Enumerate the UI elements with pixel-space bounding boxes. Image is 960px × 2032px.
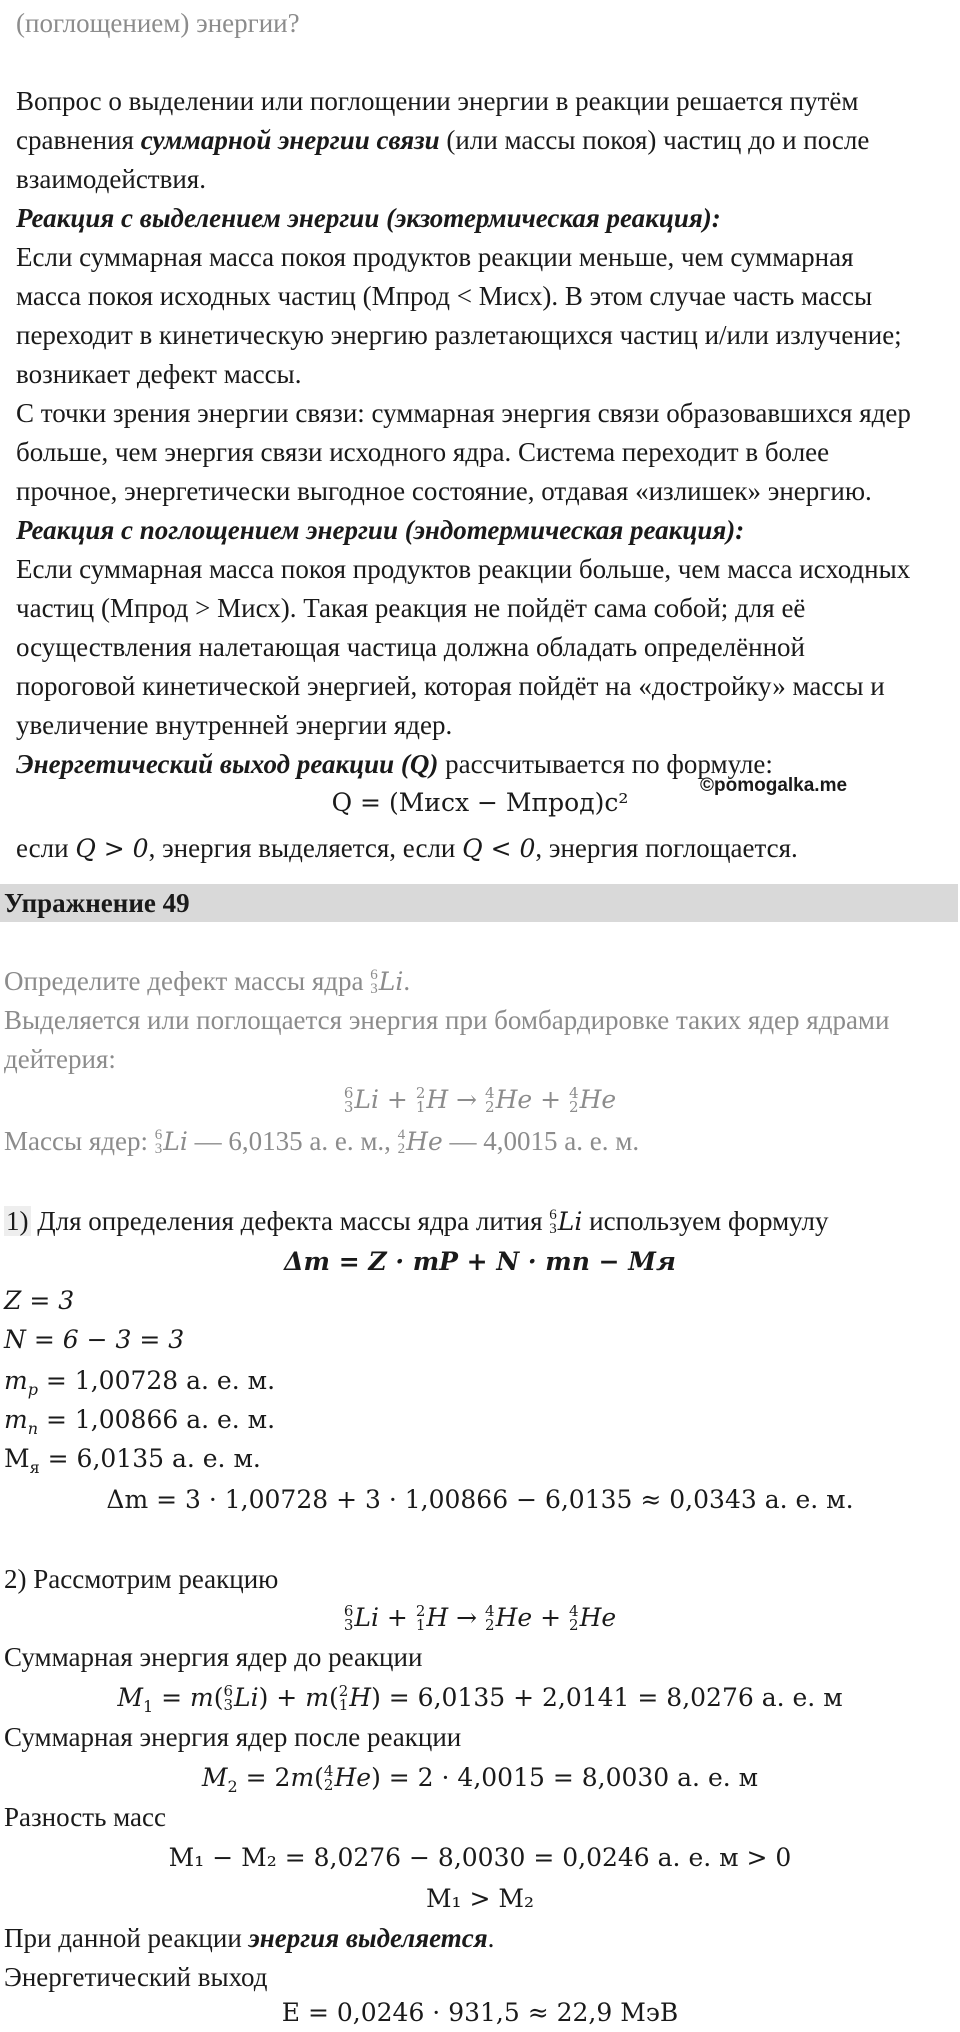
value-n: N = 6 − 3 = 3 bbox=[4, 1325, 185, 1354]
formula-q: Q = (Mисх − Mпрод)c² bbox=[331, 788, 629, 817]
paragraph-line: масса покоя исходных частиц (Мпрод < Мисх). В этом случае часть массы bbox=[16, 281, 873, 311]
task-line: Выделяется или поглощается энергия при бомбардировке таких ядер ядрами bbox=[4, 1005, 890, 1035]
paragraph-line: возникает дефект массы. bbox=[16, 359, 302, 389]
mass-inequality: M₁ > M₂ bbox=[425, 1884, 535, 1913]
conclusion-line: При данной реакции энергия выделяется. bbox=[4, 1923, 495, 1953]
reaction-equation: 6 3 Li + 2 1 H → 4 2 He + 4 2 He bbox=[343, 1083, 617, 1116]
paragraph-line: сравнения суммарной энергии связи (или массы покоя) частиц до и после bbox=[16, 125, 870, 155]
mass-difference-calculation: M₁ − M₂ = 8,0276 − 8,0030 = 0,0246 а. е. м > 0 bbox=[168, 1843, 792, 1872]
paragraph-line: частиц (Мпрод > Мисх). Такая реакция не пойдёт сама собой; для её bbox=[16, 593, 806, 623]
text-line: Разность масс bbox=[4, 1802, 166, 1832]
formula-m2: $M_2 = 2m$( 4 2 He) = 2 · 4,0015 = 8,0030 а. е. м bbox=[201, 1761, 759, 1796]
paragraph-line: если Q > 0, энергия выделяется, если Q < 0, энергия поглощается. bbox=[16, 833, 798, 863]
watermark: ©pomogalka.me bbox=[700, 775, 848, 796]
paragraph-line: С точки зрения энергии связи: суммарная энергия связи образовавшихся ядер bbox=[16, 398, 911, 428]
paragraph-line: осуществления налетающая частица должна обладать определённой bbox=[16, 632, 805, 662]
mass-defect-calculation: Δm = 3 · 1,00728 + 3 · 1,00866 − 6,0135 ≈ 0,0343 а. е. м. bbox=[106, 1485, 854, 1514]
reaction-equation: 6 3 Li + 2 1 H → 4 2 He + 4 2 He bbox=[343, 1601, 617, 1634]
value-z: Z = 3 bbox=[4, 1286, 75, 1315]
formula-mass-defect: Δm = Z · mP + N · mn − Mя bbox=[284, 1247, 676, 1276]
task-line: Определите дефект массы ядра 6 3 Li. bbox=[4, 966, 411, 997]
paragraph-line: взаимодействия. bbox=[16, 164, 206, 194]
paragraph-line: прочное, энергетически выгодное состояние, отдавая «излишек» энергию. bbox=[16, 476, 872, 506]
paragraph-line: увеличение внутренней энергии ядер. bbox=[16, 710, 453, 740]
exercise-title: Упражнение 49 bbox=[4, 888, 190, 918]
paragraph-line: Если суммарная масса покоя продуктов реакции меньше, чем суммарная bbox=[16, 242, 854, 272]
energy-yield-calculation: E = 0,0246 · 931,5 ≈ 22,9 МэВ bbox=[281, 1998, 679, 2027]
value-mp: $m_p = 1,00728$ а. е. м. bbox=[4, 1366, 276, 1399]
value-mn: $m_n = 1,00866$ а. е. м. bbox=[4, 1405, 276, 1438]
task-line: дейтерия: bbox=[4, 1044, 116, 1074]
emphasis-binding-energy: суммарной энергии связи bbox=[140, 125, 440, 155]
text-line: (поглощением) энергии? bbox=[16, 8, 300, 38]
paragraph-line: Энергетический выход реакции (Q) рассчитывается по формуле: bbox=[16, 749, 773, 779]
paragraph-line: переходит в кинетическую энергию разлетающихся частиц и/или излучение; bbox=[16, 320, 902, 350]
exercise-header bbox=[0, 884, 958, 922]
text-line: Суммарная энергия ядер до реакции bbox=[4, 1642, 423, 1672]
value-my: $M_я = 6,0135$ а. е. м. bbox=[4, 1444, 261, 1477]
emphasis-energy-yield: Энергетический выход реакции (Q) bbox=[16, 749, 439, 779]
formula-m1: $M_1 = m$( 6 3 Li) + m( 2 1 H) = 6,0135 + 2,0141 = 8,0276 а. е. м bbox=[117, 1681, 843, 1716]
text-line: Энергетический выход bbox=[4, 1962, 268, 1992]
paragraph-line: Вопрос о выделении или поглощении энергии в реакции решается путём bbox=[16, 86, 859, 116]
heading-exothermic: Реакция с выделением энергии (экзотермическая реакция): bbox=[16, 203, 721, 233]
task-line: Массы ядер: 6 3 Li — 6,0135 а. е. м., 4 2 He — 4,0015 а. е. м. bbox=[4, 1126, 640, 1157]
text-line: Суммарная энергия ядер после реакции bbox=[4, 1722, 462, 1752]
paragraph-line: пороговой кинетической энергией, которая пойдёт на «достройку» массы и bbox=[16, 671, 885, 701]
heading-endothermic: Реакция с поглощением энергии (эндотермическая реакция): bbox=[16, 515, 745, 545]
solution-step-1: 1) Для определения дефекта массы ядра лития 6 3 Li используем формулу bbox=[6, 1206, 829, 1237]
paragraph-line: Если суммарная масса покоя продуктов реакции больше, чем масса исходных bbox=[16, 554, 911, 584]
paragraph-line: больше, чем энергия связи исходного ядра. Система переходит в более bbox=[16, 437, 830, 467]
solution-step-2: 2) Рассмотрим реакцию bbox=[4, 1564, 279, 1594]
